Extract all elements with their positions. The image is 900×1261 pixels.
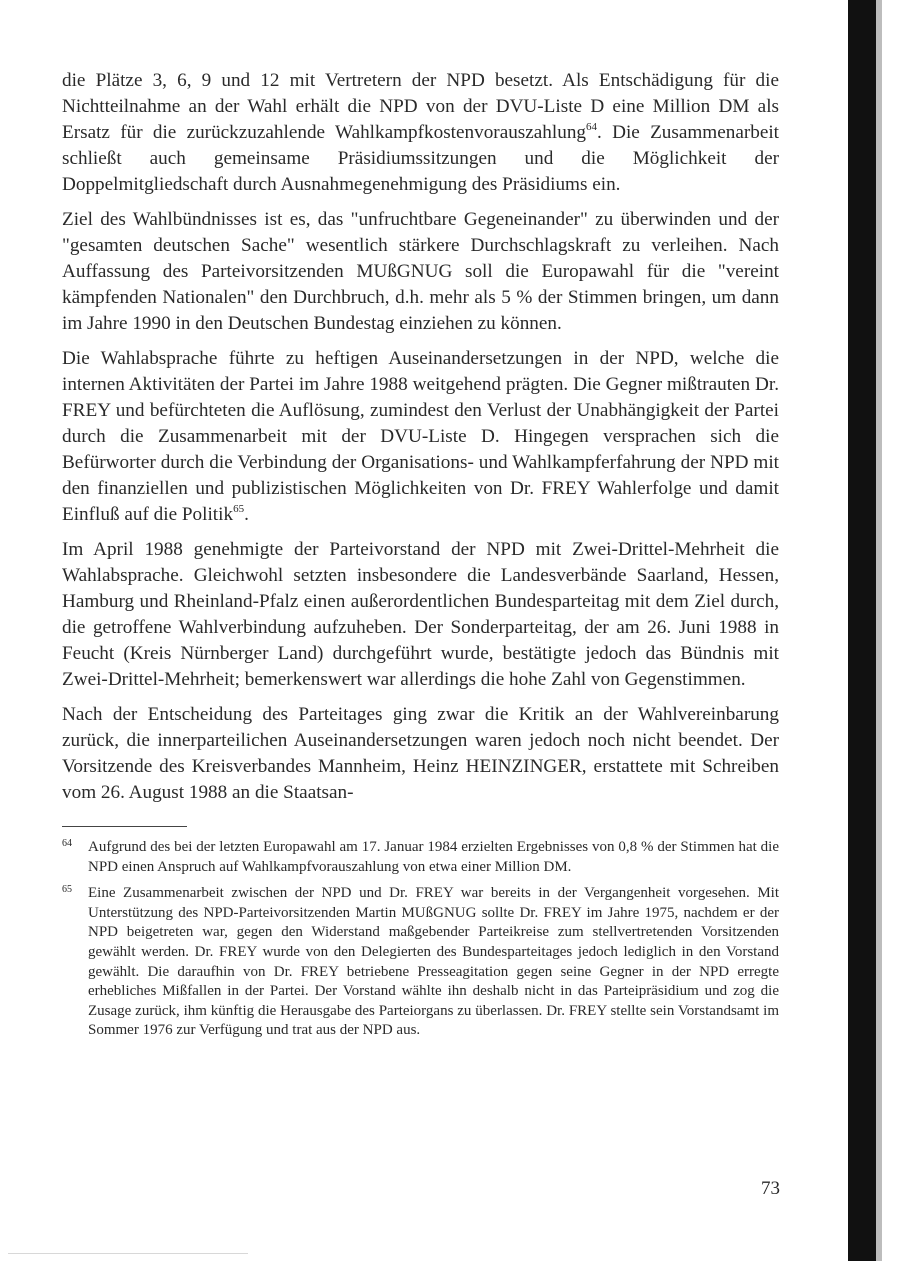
footnote-text: Eine Zusammenarbeit zwischen der NPD und Dr. FREY war bereits in der Vergangenheit vorgesehen. Mit Unterstützung des NPD-Parteivorsitzenden Martin MUßGNUG sollte Dr. FREY im Jahre 1975, nachdem er der NPD beigetreten war, gegen den Widerstand maßgebender Parteikreise zum stellvertretenden Vorsitzenden gewählt werden. Dr. FREY wurde von den Delegierten des Bundesparteitages jedoch lediglich in den Vorstand gewählt. Die daraufhin von Dr. FREY betriebene Presseagitation gegen seine Gegner in der NPD erregte erhebliches Mißfallen in der Partei. Der Vorstand wählte ihn deshalb nicht in das Parteipräsidium und zog die Zusage zurück, ihm künftig die Herausgabe des Parteiorgans zu überlassen. Dr. FREY stellte sein Vorstandsamt im Sommer 1976 zur Verfügung und trat aus der NPD aus. — [88, 885, 779, 1039]
paragraph-1-text: die Plätze 3, 6, 9 und 12 mit Vertretern der NPD besetzt. Als Entschädigung für die Nichtteilnahme an der Wahl erhält die NPD von der DVU-Liste D eine Million DM als Ersatz für die zurückzuzahlende Wahlkampfkostenvorauszahlung — [62, 70, 779, 143]
scan-edge-bar — [848, 0, 876, 1261]
footnote-65 — [62, 884, 779, 1041]
paragraph-1-continuation: . Die Zusammenarbeit schließt auch gemeinsame Präsidiumssitzungen und die Möglichkeit der Doppelmitgliedschaft durch Ausnahmegenehmigung des Präsidiums ein. — [62, 122, 779, 195]
page-number: 73 — [761, 1178, 780, 1199]
paragraph-2: Ziel des Wahlbündnisses ist es, das "unfruchtbare Gegeneinander" zu überwinden und der "gesamten deutschen Sache" wesentlich stärkere Durchschlagskraft zu verleihen. Nach Auffassung des Parteivorsitzenden MUßGNUG soll die Europawahl für die "vereint kämpfenden Nationalen" den Durchbruch, d.h. mehr als 5 % der Stimmen bringen, um dann im Jahre 1990 in den Deutschen Bundestag einziehen zu können. — [62, 209, 779, 334]
paragraph-4: Im April 1988 genehmigte der Parteivorstand der NPD mit Zwei-Drittel-Mehrheit die Wahlabsprache. Gleichwohl setzten insbesondere die Landesverbände Saarland, Hessen, Hamburg und Rheinland-Pfalz einen außerordentlichen Bundesparteitag mit dem Ziel durch, die getroffene Wahlverbindung aufzuheben. Der Sonderparteitag, der am 26. Juni 1988 in Feucht (Kreis Nürnberger Land) durchgeführt wurde, bestätigte jedoch das Bündnis mit Zwei-Drittel-Mehrheit; bemerkenswert war allerdings die hohe Zahl von Gegenstimmen. — [62, 539, 779, 690]
paragraph-5: Nach der Entscheidung des Parteitages ging zwar die Kritik an der Wahlvereinbarung zurück, die innerparteilichen Auseinandersetzungen waren jedoch noch nicht beendet. Der Vorsitzende des Kreisverbandes Mannheim, Heinz HEINZINGER, erstattete mit Schreiben vom 26. August 1988 an die Staatsan- — [62, 704, 779, 803]
footnote-ref-64[interactable]: 64 — [586, 120, 598, 133]
footnote-number: 65 — [62, 884, 72, 896]
paragraph-3-continuation: . — [244, 504, 249, 525]
scan-edge-shadow — [876, 0, 882, 1261]
page-body — [62, 68, 779, 1048]
paragraph-3 — [62, 346, 779, 528]
footnote-ref-65[interactable]: 65 — [233, 502, 245, 515]
footnote-64 — [62, 838, 779, 877]
scan-bottom-edge — [8, 1253, 248, 1254]
footnote-number: 64 — [62, 838, 72, 849]
footnote-text: Aufgrund des bei der letzten Europawahl am 17. Januar 1984 erzielten Ergebnisses von 0,8 % der Stimmen hat die NPD einen Anspruch auf Wahlkampfvorauszahlung von etwa einer Million DM. — [88, 839, 779, 875]
paragraph-3-text: Die Wahlabsprache führte zu heftigen Auseinandersetzungen in der NPD, welche die internen Aktivitäten der Partei im Jahre 1988 weitgehend prägten. Die Gegner mißtrauten Dr. FREY und befürchteten die Auflösung, zumindest den Verlust der Unabhängigkeit der Partei durch die Zusammenarbeit mit der DVU-Liste D. Hingegen versprachen sich die Befürworter durch die Verbindung der Organisations- und Wahlkampferfahrung der NPD mit den finanziellen und publizistischen Möglichkeiten von Dr. FREY Wahlerfolge und damit Einfluß auf die Politik — [62, 348, 779, 525]
paragraph-1 — [62, 68, 779, 198]
footnote-divider — [62, 826, 187, 827]
